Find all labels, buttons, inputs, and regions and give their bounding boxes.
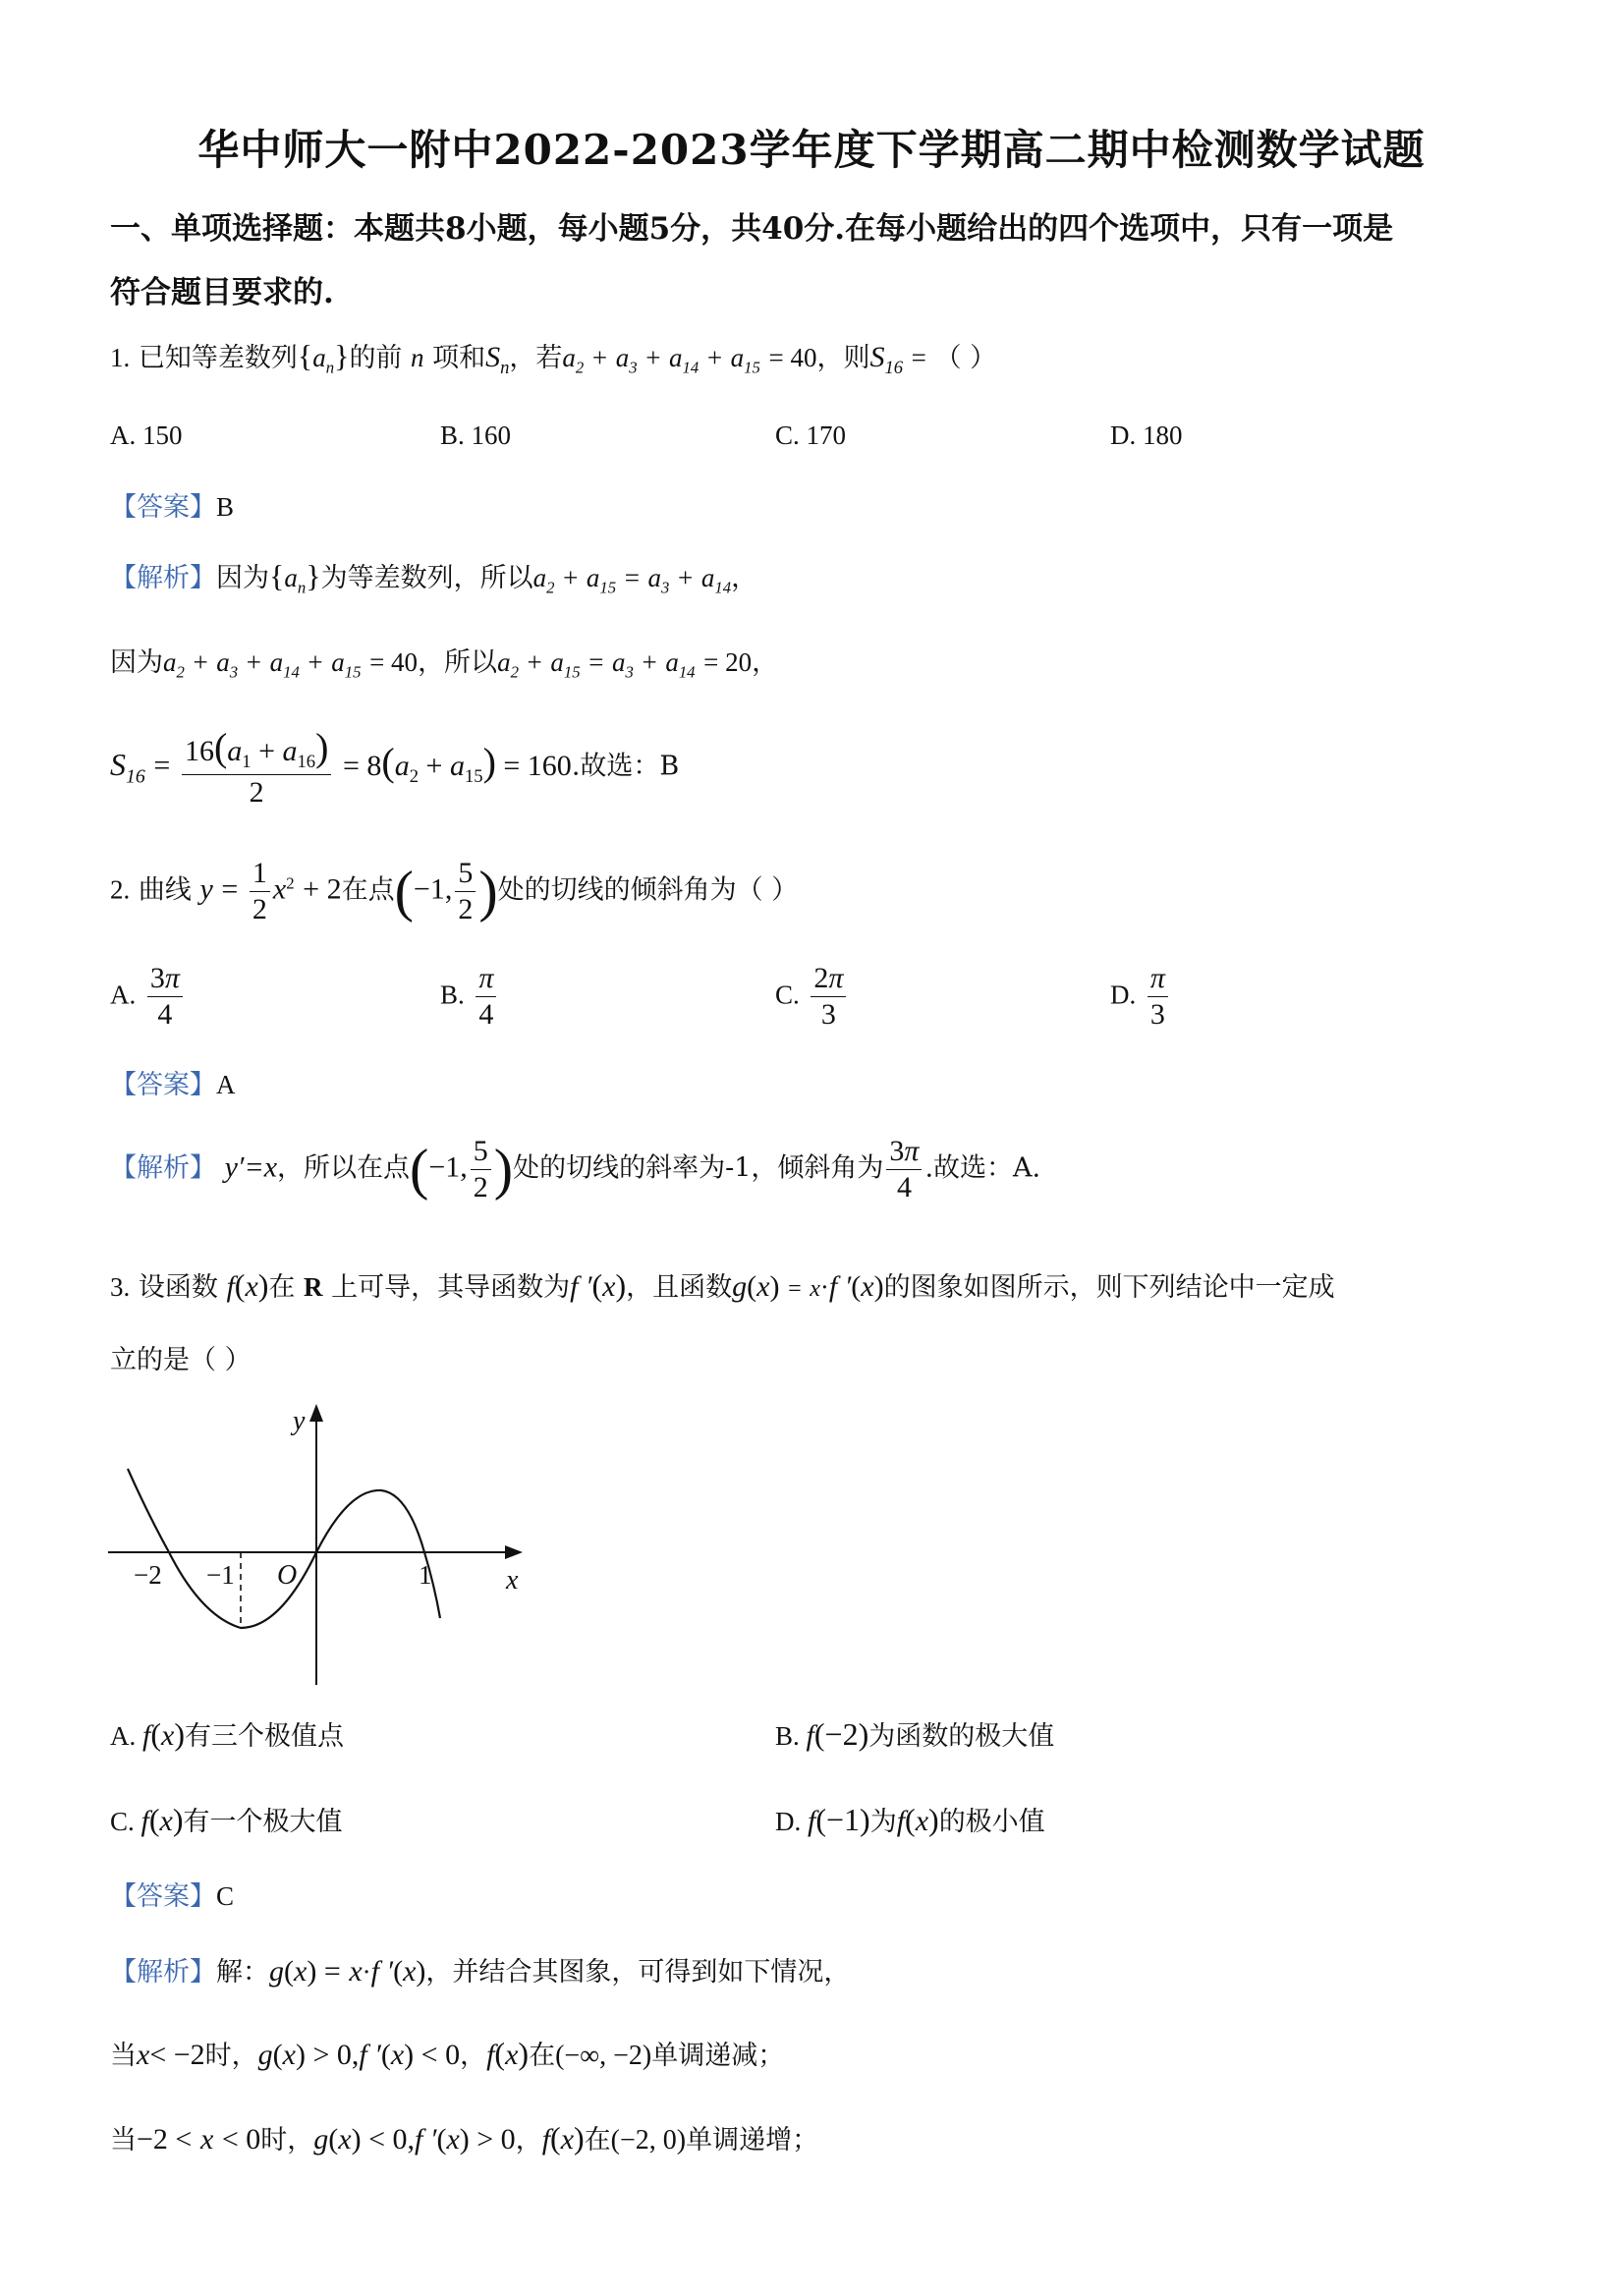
q1-analysis-line2: 因为$a_2 + a_3 + a_{14} + a_{15} = 40$，所以$a_2 + a_{15} = a_3 + a_{14} = 20$，	[110, 647, 779, 682]
q1-option-d: D. 180	[1110, 420, 1183, 450]
tick-label-neg2: −2	[134, 1560, 162, 1590]
curve-g	[128, 1469, 440, 1628]
q1-answer: 【答案】B	[110, 492, 235, 523]
q2-option-a: A. $\frac{3\pi}{4}$	[110, 963, 186, 1030]
origin-label: O	[277, 1560, 298, 1591]
page-title: 华中师大一附中2022-2023学年度下学期高二期中检测数学试题	[197, 126, 1426, 174]
q3-option-c: C. f(x)有一个极大值	[110, 1802, 343, 1837]
y-axis-arrow-icon	[309, 1404, 323, 1422]
q3-analysis-line3: 当−2 < x < 0时，g(x) < 0,f ′(x) > 0，f(x)在(−2, 0)单调递增；	[110, 2120, 819, 2156]
tick-label-neg1: −1	[206, 1560, 235, 1590]
tick-label-1: 1	[419, 1560, 432, 1590]
q1-option-c: C. 170	[775, 420, 847, 450]
q1-option-b: B. 160	[440, 420, 512, 450]
q1-option-a: A. 150	[110, 420, 183, 450]
q3-option-a: A. f(x)有三个极值点	[110, 1716, 344, 1752]
y-axis-label: y	[293, 1406, 306, 1436]
question-3-stem-line1: 3. 设函数 f(x)在 R 上可导，其导函数为f ′(x)，且函数g(x) = x·f ′(x)的图象如图所示，则下列结论中一定成	[110, 1267, 1335, 1303]
section-header-line2: 符合题目要求的.	[110, 275, 334, 310]
q1-analysis-line1: 【解析】因为$\{a_n\}$为等差数列，所以$a_2 + a_{15} = a_3 + a_{14}$，	[110, 558, 758, 597]
q3-function-graph	[108, 1400, 531, 1685]
question-1-stem: 1. 已知等差数列$\{a_n\}$的前 n 项和$S_n$，若$a_2 + a_3 + a_{14} + a_{15} = 40$，则$S_{16}$ = （ ）	[110, 338, 997, 378]
q2-option-d: D. $\frac{\pi}{3}$	[1110, 963, 1171, 1030]
q2-answer: 【答案】A	[110, 1070, 236, 1100]
q3-analysis-line1: 【解析】解：g(x) = x·f ′(x)，并结合其图象，可得到如下情况，	[110, 1955, 851, 1988]
q1-analysis-line3: $S_{16}$ = $\frac{16(a_1 + a_{16})}{2}$ = $8(a_2 + a_{15}) = 160$.故选：B	[110, 725, 680, 809]
q3-answer: 【答案】C	[110, 1881, 235, 1912]
q3-option-b: B. f(−2)为函数的极大值	[775, 1716, 1055, 1752]
q2-analysis-line1: 【解析】 y′=x，所以在点(−1, $\frac{5}{2}$ )处的切线的斜率为-1，倾斜角为 $\frac{3\pi}{4}$ .故选：A.	[110, 1135, 1041, 1204]
q3-analysis-line2: 当x< −2时，g(x) > 0,f ′(x) < 0，f(x)在(−∞, −2)单调递减；	[110, 2036, 785, 2071]
q3-option-d: D. f(−1)为f(x)的极小值	[775, 1802, 1045, 1837]
question-2-stem: 2. 曲线 y = $\frac{1}{2}$ $x^2 + 2$在点(−1, $\frac{5}{2}$ )处的切线的倾斜角为（ ）	[110, 857, 799, 925]
question-3-stem-line2: 立的是（ ）	[110, 1345, 252, 1375]
q2-option-c: C. $\frac{2\pi}{3}$	[775, 963, 849, 1030]
section-header-line1: 一、单项选择题：本题共8小题，每小题5分，共40分.在每小题给出的四个选项中，只有一项是	[110, 211, 1394, 247]
q2-option-b: B. $\frac{\pi}{4}$	[440, 963, 499, 1030]
x-axis-arrow-icon	[505, 1545, 523, 1559]
x-axis-label: x	[506, 1565, 519, 1596]
